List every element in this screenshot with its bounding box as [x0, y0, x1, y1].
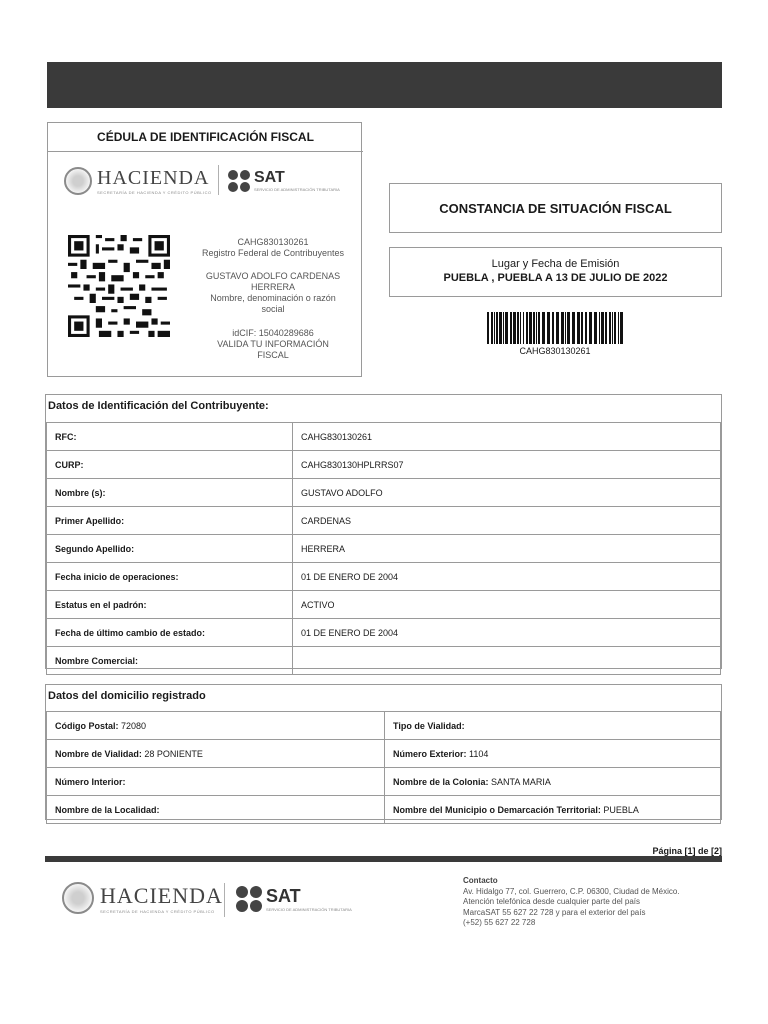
cedula-name-label-1: Nombre, denominación o razón	[210, 293, 336, 303]
address-cell	[385, 796, 721, 824]
table-row	[47, 647, 721, 675]
table-row	[47, 451, 721, 479]
sat-logo: SAT SERVICIO DE ADMINISTRACIÓN TRIBUTARIA	[228, 169, 340, 192]
address-cell	[385, 712, 721, 740]
table-row	[47, 740, 721, 768]
field-label: Fecha inicio de operaciones:	[47, 563, 293, 591]
cedula-idcif: idCIF: 15040289686	[232, 328, 314, 338]
domicilio-title: Datos del domicilio registrado	[48, 690, 206, 702]
field-value: CARDENAS	[293, 507, 721, 535]
header-bar	[47, 62, 722, 108]
cedula-card	[47, 122, 362, 377]
field-label: Nombre Comercial:	[47, 647, 293, 675]
address-cell	[47, 768, 385, 796]
footer-logo-divider	[224, 883, 225, 917]
contacto-line-4: (+52) 55 627 22 728	[463, 918, 536, 927]
cedula-info	[188, 237, 358, 361]
field-value: GUSTAVO ADOLFO	[293, 479, 721, 507]
identificacion-table	[46, 422, 721, 675]
barcode-icon	[487, 312, 623, 344]
table-row	[47, 712, 721, 740]
field-value: 01 DE ENERO DE 2004	[293, 619, 721, 647]
address-cell	[385, 740, 721, 768]
cedula-valida-2: FISCAL	[257, 350, 289, 360]
contacto-line-2: Atención telefónica desde cualquier parte del país	[463, 897, 641, 906]
address-value: SANTA MARIA	[491, 776, 551, 787]
address-label: Nombre del Municipio o Demarcación Territorial:	[393, 804, 601, 815]
contacto-block	[463, 876, 680, 929]
table-row	[47, 479, 721, 507]
address-cell	[47, 796, 385, 824]
field-label: Nombre (s):	[47, 479, 293, 507]
field-label: CURP:	[47, 451, 293, 479]
field-label: Fecha de último cambio de estado:	[47, 619, 293, 647]
field-label: Segundo Apellido:	[47, 535, 293, 563]
cedula-name-1: GUSTAVO ADOLFO CARDENAS	[205, 271, 341, 281]
field-label: Estatus en el padrón:	[47, 591, 293, 619]
footer-bar	[45, 856, 722, 862]
coat-of-arms-icon	[64, 167, 92, 195]
identificacion-title: Datos de Identificación del Contribuyente:	[48, 400, 269, 412]
logo-divider	[218, 165, 219, 195]
lugar-label: Lugar y Fecha de Emisión	[491, 258, 620, 270]
field-value: 01 DE ENERO DE 2004	[293, 563, 721, 591]
address-value: 1104	[469, 748, 489, 759]
address-label: Nombre de Vialidad:	[55, 748, 142, 759]
table-row	[47, 423, 721, 451]
lugar-fecha-box	[389, 247, 722, 297]
cedula-title: CÉDULA DE IDENTIFICACIÓN FISCAL	[48, 123, 363, 152]
cedula-rfc-label: Registro Federal de Contribuyentes	[201, 248, 345, 258]
identificacion-section	[45, 394, 722, 669]
cedula-rfc: CAHG830130261	[237, 237, 309, 247]
table-row	[47, 535, 721, 563]
address-value: 72080	[121, 720, 147, 731]
field-value: CAHG830130261	[293, 423, 721, 451]
address-cell	[47, 712, 385, 740]
address-label: Nombre de la Localidad:	[55, 804, 160, 815]
field-label: RFC:	[47, 423, 293, 451]
table-row	[47, 619, 721, 647]
table-row	[47, 563, 721, 591]
address-value: 28 PONIENTE	[144, 748, 203, 759]
field-value: ACTIVO	[293, 591, 721, 619]
field-value: HERRERA	[293, 535, 721, 563]
table-row	[47, 796, 721, 824]
address-label: Nombre de la Colonia:	[393, 776, 489, 787]
contacto-line-1: Av. Hidalgo 77, col. Guerrero, C.P. 06300, Ciudad de México.	[463, 886, 680, 896]
address-label: Número Exterior:	[393, 748, 467, 759]
contacto-title: Contacto	[463, 876, 498, 885]
hacienda-logo: HACIENDA SECRETARÍA DE HACIENDA Y CRÉDITO PÚBLICO	[64, 167, 212, 195]
domicilio-section	[45, 684, 722, 820]
table-row	[47, 768, 721, 796]
address-cell	[385, 768, 721, 796]
domicilio-table	[46, 711, 721, 824]
field-value	[293, 647, 721, 675]
cedula-valida-1: VALIDA TU INFORMACIÓN	[217, 339, 329, 349]
cedula-name-label-2: social	[261, 304, 285, 314]
address-label: Número Interior:	[55, 776, 126, 787]
cedula-name-2: HERRERA	[250, 282, 295, 292]
footer-hacienda-logo: HACIENDA SECRETARÍA DE HACIENDA Y CRÉDITO PÚBLICO	[62, 882, 223, 914]
contacto-line-3: MarcaSAT 55 627 22 728 y para el exterior del país	[463, 907, 646, 917]
lugar-value: PUEBLA , PUEBLA A 13 DE JULIO DE 2022	[443, 272, 668, 284]
footer-sat-dots-icon	[236, 886, 262, 912]
address-value: PUEBLA	[603, 804, 639, 815]
field-label: Primer Apellido:	[47, 507, 293, 535]
footer-coat-of-arms-icon	[62, 882, 94, 914]
table-row	[47, 507, 721, 535]
address-label: Tipo de Vialidad:	[393, 720, 465, 731]
qr-code-icon	[68, 235, 170, 337]
footer-sat-logo: SAT SERVICIO DE ADMINISTRACIÓN TRIBUTARIA	[236, 886, 352, 912]
field-value: CAHG830130HPLRRS07	[293, 451, 721, 479]
address-label: Código Postal:	[55, 720, 119, 731]
barcode-text: CAHG830130261	[519, 346, 591, 356]
address-cell	[47, 740, 385, 768]
constancia-title: CONSTANCIA DE SITUACIÓN FISCAL	[389, 183, 722, 233]
table-row	[47, 591, 721, 619]
sat-dots-icon	[228, 170, 250, 192]
page-number: Página [1] de [2]	[652, 846, 722, 856]
